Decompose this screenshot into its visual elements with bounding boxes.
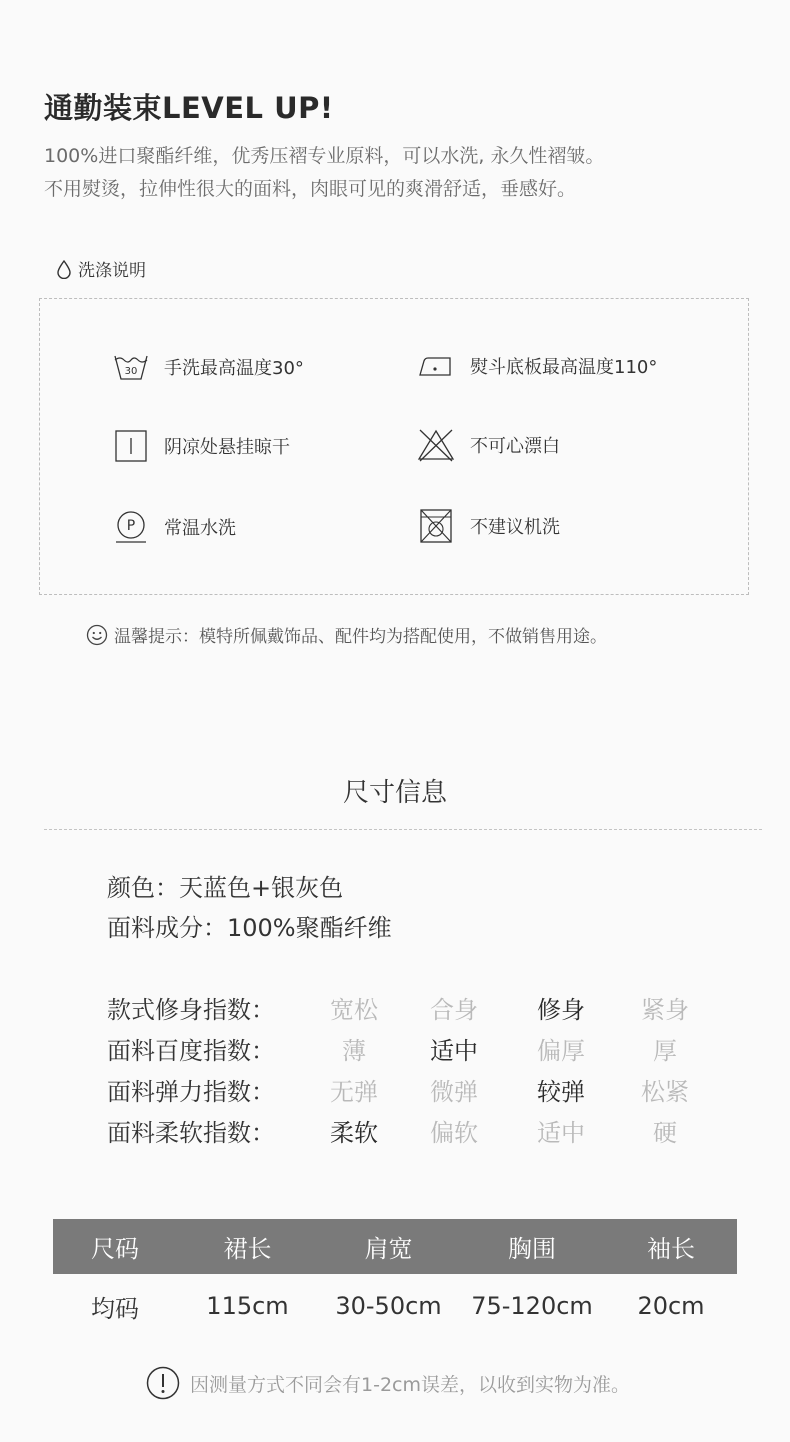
care-label: 阴凉处悬挂晾干 xyxy=(164,437,290,458)
svg-text:P: P xyxy=(126,518,136,534)
size-info-title: 尺寸信息 xyxy=(342,778,447,808)
index-option-selected: 适中 xyxy=(430,1037,478,1065)
header-cell: 袖长 xyxy=(647,1235,695,1263)
care-instructions-box xyxy=(39,298,749,595)
size-table xyxy=(53,1219,737,1338)
index-option: 合身 xyxy=(430,996,478,1024)
care-item-no-bleach xyxy=(416,427,560,463)
index-option-selected: 修身 xyxy=(537,996,585,1024)
note-text: 因测量方式不同会有1-2cm误差，以收到实物为准。 xyxy=(190,1373,630,1396)
care-label: 手洗最高温度30° xyxy=(164,358,304,379)
table-cell: 75-120cm xyxy=(471,1292,593,1320)
index-label: 面料柔软指数： xyxy=(107,1119,275,1147)
header-cell: 尺码 xyxy=(91,1235,139,1263)
no-machine-wash-icon xyxy=(416,507,456,545)
hand-wash-30-icon xyxy=(112,351,150,383)
care-item-normal-temp-wash xyxy=(112,509,236,545)
table-cell: 30-50cm xyxy=(335,1292,442,1320)
index-option-selected: 柔软 xyxy=(330,1119,378,1147)
index-label: 面料弹力指数： xyxy=(107,1078,275,1106)
index-option: 无弹 xyxy=(330,1078,378,1106)
index-option: 适中 xyxy=(537,1119,585,1147)
table-cell: 115cm xyxy=(206,1292,289,1320)
smile-icon xyxy=(86,624,108,646)
table-row xyxy=(53,1274,737,1338)
care-label: 熨斗底板最高温度110° xyxy=(470,357,658,378)
header-cell: 裙长 xyxy=(223,1235,272,1263)
index-option: 厚 xyxy=(653,1037,677,1065)
description-line-2: 不用熨烫，拉伸性很大的面料，肉眼可见的爽滑舒适，垂感好。 xyxy=(44,178,577,200)
friendly-tip xyxy=(86,622,607,647)
index-option: 宽松 xyxy=(330,996,378,1024)
index-option: 微弹 xyxy=(430,1078,478,1106)
water-drop-icon xyxy=(56,259,72,279)
size-table-header xyxy=(53,1219,737,1274)
wash-instructions-label: 洗涤说明 xyxy=(78,261,146,281)
section-divider xyxy=(44,829,762,830)
index-option: 紧身 xyxy=(641,996,689,1024)
care-item-no-machine-wash xyxy=(416,507,560,545)
index-option: 偏软 xyxy=(430,1119,478,1147)
care-label: 不建议机洗 xyxy=(470,517,560,538)
exclamation-circle-icon xyxy=(146,1366,180,1400)
index-label: 款式修身指数： xyxy=(107,996,275,1024)
measurement-note xyxy=(146,1366,630,1400)
hang-dry-shade-icon xyxy=(112,429,150,463)
header-cell: 胸围 xyxy=(508,1235,556,1263)
index-option: 偏厚 xyxy=(537,1037,585,1065)
care-item-iron xyxy=(416,351,657,381)
care-item-hang-dry xyxy=(112,429,290,463)
care-label: 常温水洗 xyxy=(164,518,236,539)
headline: 通勤装束LEVEL UP! xyxy=(44,91,334,125)
table-cell: 均码 xyxy=(91,1294,139,1323)
no-bleach-icon xyxy=(416,427,456,463)
svg-text:30: 30 xyxy=(124,366,138,377)
index-option-selected: 较弹 xyxy=(537,1078,585,1106)
care-item-hand-wash xyxy=(112,351,304,383)
index-label: 面料百度指数： xyxy=(107,1037,275,1065)
dry-clean-p-icon xyxy=(112,509,150,545)
care-label: 不可心漂白 xyxy=(470,436,560,457)
wash-instructions-title xyxy=(56,256,146,281)
tip-text: 温馨提示：模特所佩戴饰品、配件均为搭配使用，不做销售用途。 xyxy=(114,627,607,647)
header-cell: 肩宽 xyxy=(364,1235,413,1263)
description-line-1: 100%进口聚酯纤维，优秀压褶专业原料，可以水洗, 永久性褶皱。 xyxy=(44,145,605,167)
index-option: 松紧 xyxy=(641,1078,689,1106)
index-option: 薄 xyxy=(342,1037,366,1065)
table-cell: 20cm xyxy=(637,1292,705,1320)
index-option: 硬 xyxy=(653,1119,677,1147)
iron-icon xyxy=(416,351,456,381)
color-line: 颜色：天蓝色+银灰色 xyxy=(107,874,344,902)
fabric-line: 面料成分：100%聚酯纤维 xyxy=(107,914,392,942)
